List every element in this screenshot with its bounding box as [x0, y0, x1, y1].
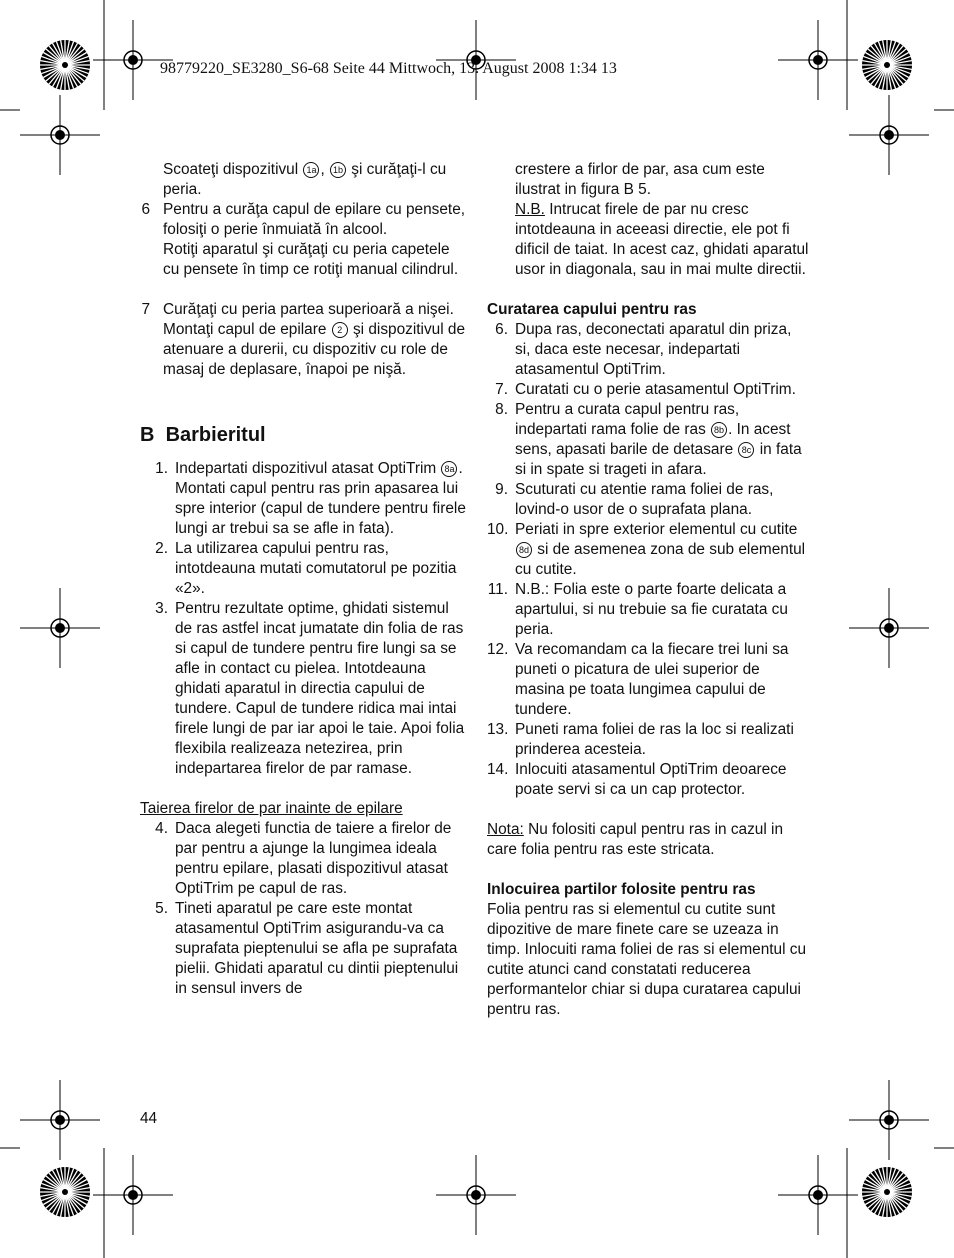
- part-symbol-2: 2: [332, 322, 348, 338]
- section-letter: B: [140, 424, 155, 446]
- step-text: Pentru a curăţa capul de epilare cu pensete, folosiţi o perie înmuiată în alcool.: [163, 201, 466, 238]
- step-number: 3.: [155, 600, 168, 617]
- text: . In acest sens, apasati barile de detasare: [515, 421, 791, 458]
- shave-step-1: [140, 459, 466, 539]
- starburst-mark: [862, 1167, 912, 1217]
- step-5-continued: [140, 160, 466, 200]
- step-number: 7.: [495, 381, 508, 398]
- part-symbol-8b: 8b: [711, 422, 727, 438]
- step-number: 1.: [155, 460, 168, 477]
- step-number: 2.: [155, 540, 168, 557]
- starburst-mark: [40, 1167, 90, 1217]
- text: ,: [320, 161, 330, 178]
- step-number: 5.: [155, 900, 168, 917]
- page-number: 44: [140, 1110, 158, 1127]
- text: Indepartati dispozitivul atasat OptiTrim: [175, 460, 441, 477]
- step-text: Tineti aparatul pe care este montat atasamentul OptiTrim asigurandu-va ca suprafata pieptenului se afla pe suprafata pielii. Ghidati aparatul cu dintii pieptenului in sensul invers de: [175, 900, 459, 997]
- text: şi curăţaţi-l cu peria.: [163, 161, 447, 198]
- step-text: Puneti rama foliei de ras la loc si realizati prinderea acesteia.: [515, 721, 794, 758]
- clean-step-13: [487, 720, 809, 760]
- text: Nu folositi capul pentru ras in cazul in care folia pentru ras este stricata.: [487, 821, 784, 858]
- clean-step-14: [487, 760, 809, 800]
- step-text: Scuturati cu atentie rama foliei de ras, lovind-o usor de o suprafata plana.: [515, 481, 774, 518]
- text: . Montati capul pentru ras prin apasarea lui spre interior (capul de tundere pentru firele lungi ar trebui sa se afle in fata).: [175, 460, 466, 537]
- replace-heading: Inlocuirea partilor folosite pentru ras: [487, 881, 756, 898]
- step-number: 13.: [487, 721, 509, 738]
- trim-step-5-continued: [487, 160, 809, 280]
- nota-label: Nota:: [487, 821, 524, 838]
- starburst-mark: [40, 40, 90, 90]
- step-number: 10.: [487, 521, 509, 538]
- section-title: [140, 423, 466, 447]
- step-text: La utilizarea capului pentru ras, intotdeauna mutati comutatorul pe pozitia «2».: [175, 540, 457, 597]
- step-text: Daca alegeti functia de taiere a firelor de par pentru a ajunge la lungimea ideala pentru epilare, plasati dispozitivul atasat OptiTrim pe capul de ras.: [175, 820, 452, 897]
- clean-step-10: [487, 520, 809, 580]
- clean-heading: Curatarea capului pentru ras: [487, 301, 697, 318]
- step-number: 4.: [155, 820, 168, 837]
- step-number: 9.: [495, 481, 508, 498]
- part-symbol-8d: 8d: [516, 542, 532, 558]
- text: Intrucat firele de par nu cresc intotdeauna in aceeasi directie, ele pot fi dificil de taiat. In acest caz, ghidati aparatul usor in diagonala, sau in mai multe directii.: [515, 201, 809, 278]
- clean-step-11: [487, 580, 809, 640]
- right-column: [487, 160, 809, 1020]
- step-text: Va recomandam ca la fiecare trei luni sa puneti o picatura de ulei superior de masina pe toata lungimea capului de tundere.: [515, 641, 789, 718]
- clean-step-6: [487, 320, 809, 380]
- clean-step-12: [487, 640, 809, 720]
- step-text: N.B.: Folia este o parte foarte delicata a apartului, si nu trebuie sa fie curatata cu peria.: [515, 581, 788, 638]
- part-symbol-1a: 1a: [303, 162, 319, 178]
- text: şi dispozitivul de atenuare a durerii, cu dispozitiv cu role de masaj de deplasare, înapoi pe nişă.: [163, 321, 466, 378]
- step-text: Dupa ras, deconectati aparatul din priza, si, daca este necesar, indepartati atasamentul OptiTrim.: [515, 321, 792, 378]
- step-number: 6: [141, 201, 150, 218]
- left-column: [140, 160, 466, 999]
- step-6: [140, 200, 466, 280]
- step-number: 7: [141, 301, 150, 318]
- step-number: 11.: [487, 581, 508, 598]
- step-text: Rotiţi aparatul şi curăţaţi cu peria capetele cu pensete în timp ce rotiţi manual cilindrul.: [163, 241, 459, 278]
- step-number: 12.: [487, 641, 509, 658]
- text: Curăţaţi cu peria partea superioară a nişei. Montaţi capul de epilare: [163, 301, 454, 338]
- print-header: 98779220_SE3280_S6-68 Seite 44 Mittwoch, 13. August 2008 1:34 13: [160, 60, 617, 77]
- step-number: 14.: [487, 761, 509, 778]
- starburst-mark: [862, 40, 912, 90]
- clean-step-9: [487, 480, 809, 520]
- step-number: 6.: [495, 321, 508, 338]
- text: in fata si in spate si trageti in afara.: [515, 441, 802, 478]
- shave-step-2: [140, 539, 466, 599]
- step-text: Inlocuiti atasamentul OptiTrim deoarece poate servi si ca un cap protector.: [515, 761, 787, 798]
- trim-step-5: [140, 899, 466, 999]
- text: crestere a firlor de par, asa cum este ilustrat in figura B 5.: [515, 161, 765, 198]
- step-number: 8.: [495, 401, 508, 418]
- trim-heading: Taierea firelor de par inainte de epilare: [140, 800, 403, 817]
- nb-label: N.B.: [515, 201, 545, 218]
- trim-step-4: [140, 819, 466, 899]
- shave-step-3: [140, 599, 466, 779]
- text: Periati in spre exterior elementul cu cutite: [515, 521, 798, 538]
- clean-step-7: [487, 380, 809, 400]
- clean-step-8: [487, 400, 809, 480]
- text: si de asemenea zona de sub elementul cu cutite.: [515, 541, 806, 578]
- nota-paragraph: [487, 820, 809, 860]
- part-symbol-8c: 8c: [738, 442, 754, 458]
- part-symbol-8a: 8a: [441, 461, 457, 477]
- text: Pentru a curata capul pentru ras, indepartati rama folie de ras: [515, 401, 740, 438]
- step-text: Pentru rezultate optime, ghidati sistemul de ras astfel incat jumatate din folia de ras si capul de tundere pentru fire lungi sa se afle in contact cu pielea. Intotdeauna ghidati aparatul in directia capului de tundere. Capul de tundere ridica mai intai firele lungi de par iar apoi le taie. Apoi folia flexibila realizeaza netezirea, prin indepartarea firelor de par ramase.: [175, 600, 465, 777]
- step-7: [140, 300, 466, 380]
- step-text: Curatati cu o perie atasamentul OptiTrim.: [515, 381, 796, 398]
- part-symbol-1b: 1b: [330, 162, 346, 178]
- replace-text: Folia pentru ras si elementul cu cutite sunt dipozitive de mare finete care se uzeaza in timp. Inlocuiti rama foliei de ras si elementul cu cutite atunci cand constatati reducerea performantelor chiar si dupa curatarea capului pentru ras.: [487, 901, 807, 1018]
- text: Scoateţi dispozitivul: [163, 161, 303, 178]
- section-title-text: Barbieritul: [165, 424, 266, 446]
